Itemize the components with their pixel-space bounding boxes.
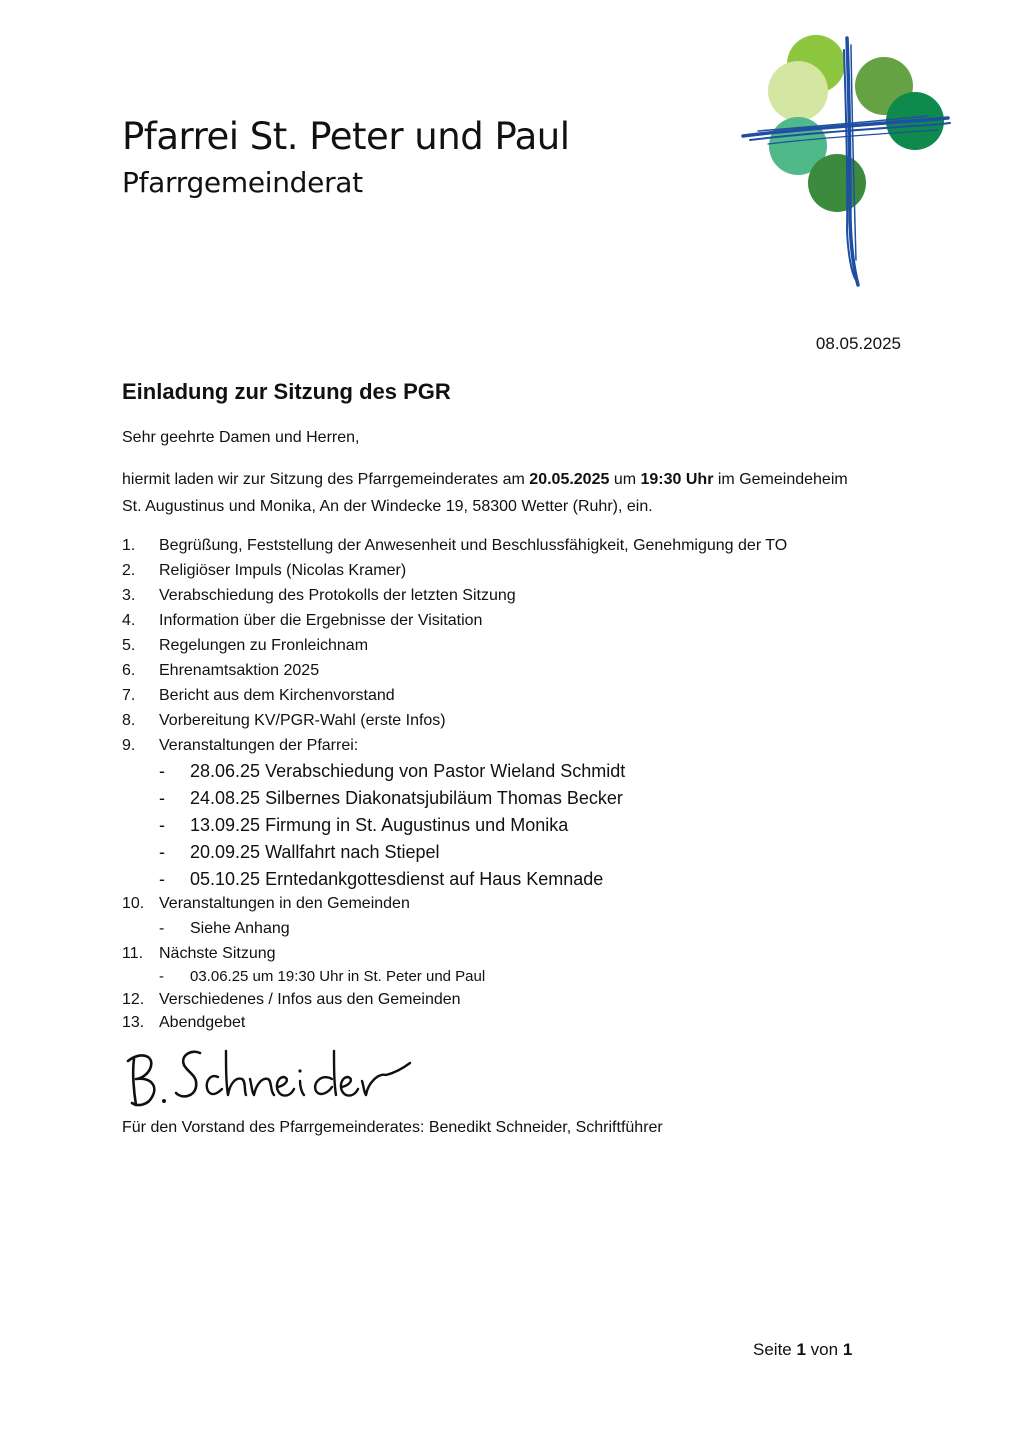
intro-text-1: hiermit laden wir zur Sitzung des Pfarrgemeinderates am [122,471,530,488]
agenda-text: Abendgebet [159,1014,246,1031]
agenda-number: 4. [122,612,136,629]
agenda-text: Veranstaltungen der Pfarrei: [159,737,359,754]
event-dash: - [159,815,165,835]
agenda-number: 9. [122,737,136,754]
intro-line-1 [122,466,922,493]
meeting-time: 19:30 Uhr [640,471,714,488]
agenda-text: Regelungen zu Fronleichnam [159,637,369,654]
intro-line-2: St. Augustinus und Monika, An der Windecke 19, 58300 Wetter (Ruhr), ein. [122,498,653,515]
page-number [753,1339,852,1361]
event-dash: - [159,761,165,781]
agenda-text: Religiöser Impuls (Nicolas Kramer) [159,562,407,579]
greeting: Sehr geehrte Damen und Herren, [122,429,360,446]
agenda-text: Information über die Ergebnisse der Visitation [159,612,483,629]
agenda-number: 3. [122,587,136,604]
agenda-number: 10. [122,895,145,912]
agenda-text: Bericht aus dem Kirchenvorstand [159,687,395,704]
next-meeting-text: 03.06.25 um 19:30 Uhr in St. Peter und Paul [190,968,486,985]
page-total: 1 [842,1340,853,1359]
event-text: 28.06.25 Verabschiedung von Pastor Wieland Schmidt [190,761,626,781]
agenda-number: 11. [122,945,144,962]
agenda-text: Verabschiedung des Protokolls der letzten Sitzung [159,587,516,604]
handwritten-signature [122,1043,422,1115]
intro-paragraph [122,466,922,520]
agenda-text: Ehrenamtsaktion 2025 [159,662,320,679]
agenda-number: 6. [122,662,136,679]
intro-text-3: im Gemeindeheim [713,471,848,488]
event-dash: - [159,788,165,808]
event-dash: - [159,920,165,937]
agenda-number: 2. [122,562,136,579]
page-prefix: Seite [753,1340,797,1359]
agenda-text: Verschiedenes / Infos aus den Gemeinden [159,991,461,1008]
event-dash: - [159,869,165,889]
sender-line: Für den Vorstand des Pfarrgemeinderates: Benedikt Schneider, Schriftführer [122,1119,663,1136]
page-middle: von [805,1340,843,1359]
organization-subtitle: Pfarrgemeinderat [122,166,363,199]
agenda-text: Vorbereitung KV/PGR-Wahl (erste Infos) [159,712,446,729]
event-text: Siehe Anhang [190,920,290,937]
logo-circle-6 [808,154,866,212]
agenda-number: 13. [122,1014,145,1031]
intro-text-2: um [609,471,641,488]
letter-heading: Einladung zur Sitzung des PGR [122,379,451,404]
agenda-text: Begrüßung, Feststellung der Anwesenheit und Beschlussfähigkeit, Genehmigung der TO [159,537,788,554]
letter-date: 08.05.2025 [815,334,901,353]
cross-with-circles-logo-icon [738,30,953,292]
agenda-text: Nächste Sitzung [159,945,276,962]
event-text: 13.09.25 Firmung in St. Augustinus und Monika [190,815,569,835]
event-dash: - [159,968,164,985]
page-current: 1 [796,1340,806,1359]
event-text: 24.08.25 Silbernes Diakonatsjubiläum Thomas Becker [190,788,623,808]
event-text: 20.09.25 Wallfahrt nach Stiepel [190,842,440,862]
meeting-date: 20.05.2025 [529,471,610,488]
organization-title: Pfarrei St. Peter und Paul [122,115,570,158]
agenda-number: 5. [122,637,136,654]
agenda-number: 7. [122,687,136,704]
agenda-number: 8. [122,712,136,729]
logo-circle-2 [768,61,828,121]
event-dash: - [159,842,165,862]
agenda-number: 1. [122,537,136,554]
event-text: 05.10.25 Erntedankgottesdienst auf Haus Kemnade [190,869,604,889]
agenda-number: 12. [122,991,145,1008]
agenda-text: Veranstaltungen in den Gemeinden [159,895,410,912]
